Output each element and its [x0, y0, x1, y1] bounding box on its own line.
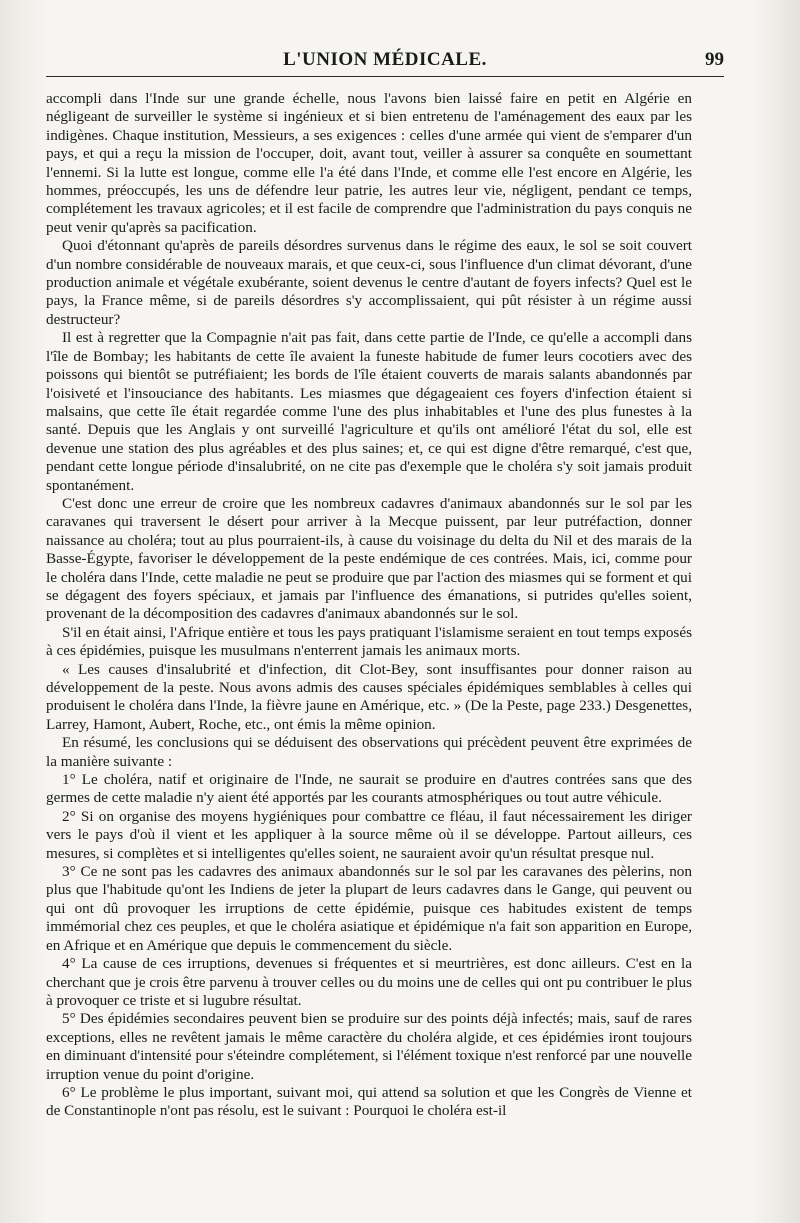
paragraph: 2° Si on organise des moyens hygiéniques pour combattre ce fléau, il faut nécessairement les diriger vers le pays d'où il vient et les appliquer à la source même où il se développe. Partout ailleurs, ces mesures, si complètes et si intelligentes qu'elles soient, ne sauraient avoir qu'un résultat presque nul.: [46, 807, 692, 862]
paragraph: 5° Des épidémies secondaires peuvent bien se produire sur des points déjà infectés; mais, sauf de rares exceptions, elles ne revêtent jamais le même caractère du choléra algide, et ces épidémies iront toujours en diminuant d'intensité pour s'éteindre complétement, si l'élément toxique n'est renforcé par une nouvelle irruption venue du point d'origine.: [46, 1010, 692, 1083]
journal-title: L'UNION MÉDICALE.: [283, 49, 487, 70]
page-number: 99: [705, 49, 724, 70]
page-header: [46, 44, 724, 84]
paragraph: 6° Le problème le plus important, suivant moi, qui attend sa solution et que les Congrès de Vienne et de Constantinople n'ont pas résolu, est le suivant : Pourquoi le choléra est-il: [46, 1083, 692, 1120]
paragraph: S'il en était ainsi, l'Afrique entière et tous les pays pratiquant l'islamisme seraient en tout temps exposés à ces épidémies, puisque les musulmans n'enterrent jamais les animaux morts.: [46, 623, 692, 660]
paragraph: accompli dans l'Inde sur une grande échelle, nous l'avons bien laissé faire en petit en Algérie en négligeant de surveiller le système si ingénieux et si bien entretenu de l'aménagement des eaux par les indigènes. Chaque institution, Messieurs, a ses exigences : celles d'une armée qui vient de s'emparer d'un pays, et qui a reçu la mission de l'occuper, doit, avant tout, veiller à assurer sa conquête en soumettant l'ennemi. Si la lutte est longue, comme elle l'a été dans l'Inde, et comme elle l'est encore en Algérie, les hommes, préoccupés, les uns de défendre leur patrie, les autres leur vie, négligent, pendant ce temps, complétement les travaux agricoles; et il est facile de comprendre que l'administration du pays conquis ne peut venir qu'après sa pacification.: [46, 90, 692, 236]
paragraph: En résumé, les conclusions qui se déduisent des observations qui précèdent peuvent être exprimées de la manière suivante :: [46, 734, 692, 770]
header-rule: [46, 76, 724, 77]
paragraph: « Les causes d'insalubrité et d'infection, dit Clot-Bey, sont insuffisantes pour donner raison au développement de la peste. Nous avons admis des causes spéciales épidémiques semblables à celles qui produisent le choléra dans l'Inde, la fièvre jaune en Amérique, etc. » (De la Peste, page 233.) Desgenettes, Larrey, Hamont, Aubert, Roche, etc., ont émis la même opinion.: [46, 660, 692, 733]
paragraph: 4° La cause de ces irruptions, devenues si fréquentes et si meurtrières, est donc ailleurs. C'est en la cherchant que je crois être parvenu à trouver celles ou du moins une de celles qui ont pu contribuer le plus à provoquer ce triste et si lugubre résultat.: [46, 955, 692, 1009]
paragraph: Il est à regretter que la Compagnie n'ait pas fait, dans cette partie de l'Inde, ce qu'elle a accompli dans l'île de Bombay; les habitants de cette île avaient la funeste habitude de fumer leurs cocotiers avec des poissons qui bientôt se putréfiaient; les bords de l'île étaient couverts de marais salants abandonnés par l'oisiveté et l'insouciance des habitants. Les miasmes que dégageaient ces foyers d'infection étaient si malsains, que cette île était regardée comme l'une des plus inhabitables et l'une des plus funestes à la santé. Depuis que les Anglais y ont surveillé l'agriculture et qu'ils ont amélioré l'état du sol, elle est devenue une station des plus agréables et des plus saines; et, ce qui est digne d'être remarqué, c'est que, pendant cette longue période d'insalubrité, on ne cite pas d'exemple que le choléra s'y soit jamais produit spontanément.: [46, 329, 692, 494]
paragraph: 3° Ce ne sont pas les cadavres des animaux abandonnés sur le sol par les caravanes des pèlerins, non plus que l'habitude qu'ont les Indiens de jeter la plupart de leurs cadavres dans le Gange, qui peuvent ou qui ont dû provoquer les irruptions de cette épidémie, puisque ces habitudes existent de temps immémorial chez ces peuples, et que le choléra asiatique et épidémique n'a fait son apparition en Europe, en Afrique et en Amérique que depuis le commencement du siècle.: [46, 863, 692, 954]
paragraph: 1° Le choléra, natif et originaire de l'Inde, ne saurait se produire en d'autres contrées sans que des germes de cette maladie n'y aient été apportés par les courants atmosphériques ou tout autre véhicule.: [46, 771, 692, 807]
paragraph: C'est donc une erreur de croire que les nombreux cadavres d'animaux abandonnés sur le sol par les caravanes qui traversent le désert pour arriver à la Mecque puissent, par leur putréfaction, donner naissance au choléra; tout au plus pourraient-ils, à cause du voisinage du delta du Nil et des marais de la Basse-Égypte, favoriser le développement de la peste endémique de ces contrées. Mais, ici, comme pour le choléra dans l'Inde, cette maladie ne peut se produire que par l'action des miasmes qui se forment et qui se dégagent des foyers spéciaux, et jamais par l'influence des émanations, si putrides qu'elles soient, provenant de la décomposition des cadavres d'animaux abandonnés sur le sol.: [46, 494, 692, 623]
paragraph: Quoi d'étonnant qu'après de pareils désordres survenus dans le régime des eaux, le sol se soit couvert d'un nombre considérable de nouveaux marais, et que ceux-ci, sous l'influence d'un climat dévorant, d'une production animale et végétale exubérante, soient devenus le centre d'autant de foyers infects? Quel est le pays, la France même, si de pareils désordres s'y accomplissaient, qui pût résister à un régime aussi destructeur?: [46, 237, 692, 328]
article-body: [46, 90, 692, 1121]
